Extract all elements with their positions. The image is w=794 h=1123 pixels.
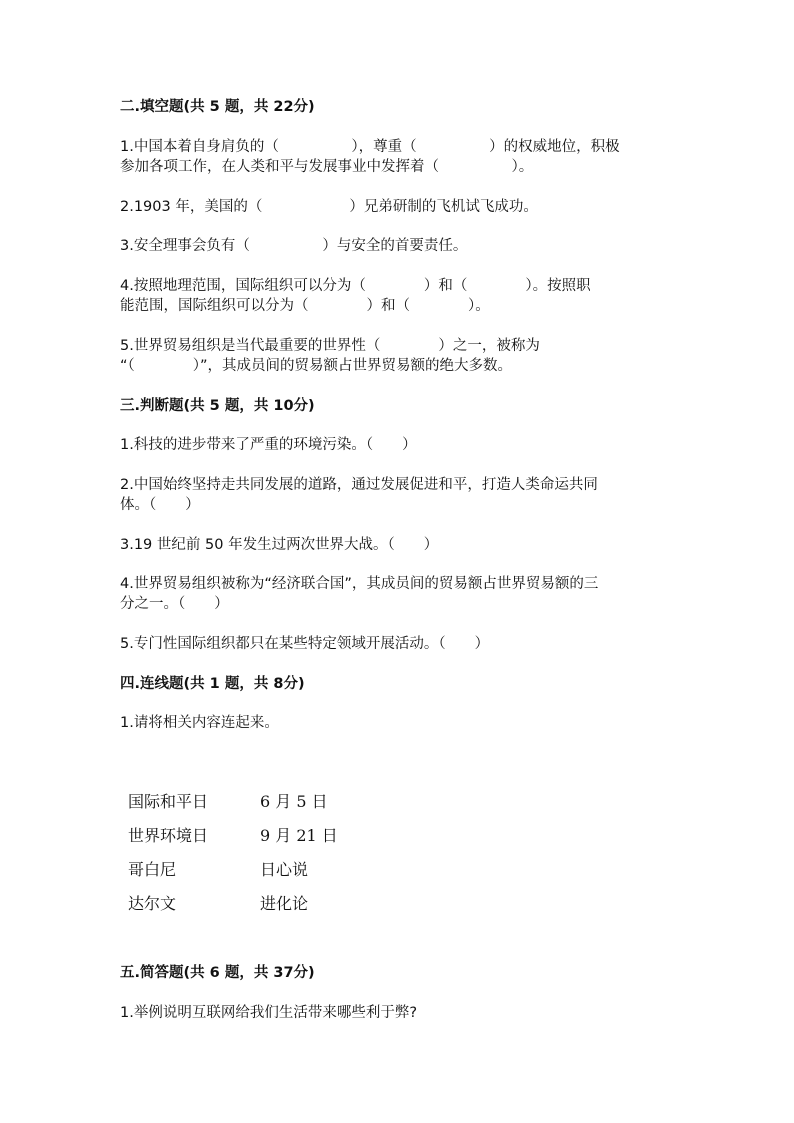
- matching-q1: 1.请将相关内容连起来。: [120, 715, 279, 731]
- true-false-q5: 5.专门性国际组织都只在某些特定领域开展活动。（ ）: [120, 636, 490, 652]
- matching-left-item: 世界环境日: [128, 826, 209, 845]
- true-false-q4-line1: 4.世界贸易组织被称为“经济联合国”，其成员间的贸易额占世界贸易额的三: [120, 576, 599, 592]
- fill-blank-q5-line2: “（ ）”，其成员间的贸易额占世界贸易额的绝大多数。: [120, 358, 513, 374]
- matching-right-item: 6 月 5 日: [260, 792, 328, 811]
- section-heading-true-false: 三.判断题(共 5 题，共 10分): [120, 398, 315, 414]
- matching-right-item: 进化论: [260, 894, 309, 913]
- section-heading-short-answer: 五.简答题(共 6 题，共 37分): [120, 965, 315, 981]
- fill-blank-q2: 2.1903 年，美国的（ ）兄弟研制的飞机试飞成功。: [120, 199, 538, 215]
- section-heading-fill-blank: 二.填空题(共 5 题，共 22分): [120, 99, 315, 115]
- fill-blank-q4-line1: 4.按照地理范围，国际组织可以分为（ ）和（ ）。按照职: [120, 278, 591, 294]
- true-false-q4-line2: 分之一。（ ）: [120, 596, 229, 612]
- true-false-q3: 3.19 世纪前 50 年发生过两次世界大战。（ ）: [120, 537, 439, 553]
- matching-left-item: 国际和平日: [128, 792, 209, 811]
- short-answer-q1: 1.举例说明互联网给我们生活带来哪些利于弊?: [120, 1005, 418, 1021]
- fill-blank-q4-line2: 能范围，国际组织可以分为（ ）和（ ）。: [120, 298, 490, 314]
- true-false-q2-line1: 2.中国始终坚持走共同发展的道路，通过发展促进和平，打造人类命运共同: [120, 477, 598, 493]
- fill-blank-q3: 3.安全理事会负有（ ）与安全的首要责任。: [120, 238, 468, 254]
- matching-right-item: 9 月 21 日: [260, 826, 338, 845]
- fill-blank-q5-line1: 5.世界贸易组织是当代最重要的世界性（ ）之一，被称为: [120, 338, 540, 354]
- matching-left-item: 达尔文: [128, 894, 177, 913]
- matching-right-item: 日心说: [260, 860, 309, 879]
- section-heading-matching: 四.连线题(共 1 题，共 8分): [120, 676, 305, 692]
- matching-left-item: 哥白尼: [128, 860, 177, 879]
- true-false-q2-line2: 体。（ ）: [120, 497, 200, 513]
- fill-blank-q1-line1: 1.中国本着自身肩负的（ ），尊重（ ）的权威地位，积极: [120, 139, 620, 155]
- fill-blank-q1-line2: 参加各项工作，在人类和平与发展事业中发挥着（ ）。: [120, 159, 534, 175]
- true-false-q1: 1.科技的进步带来了严重的环境污染。（ ）: [120, 437, 417, 453]
